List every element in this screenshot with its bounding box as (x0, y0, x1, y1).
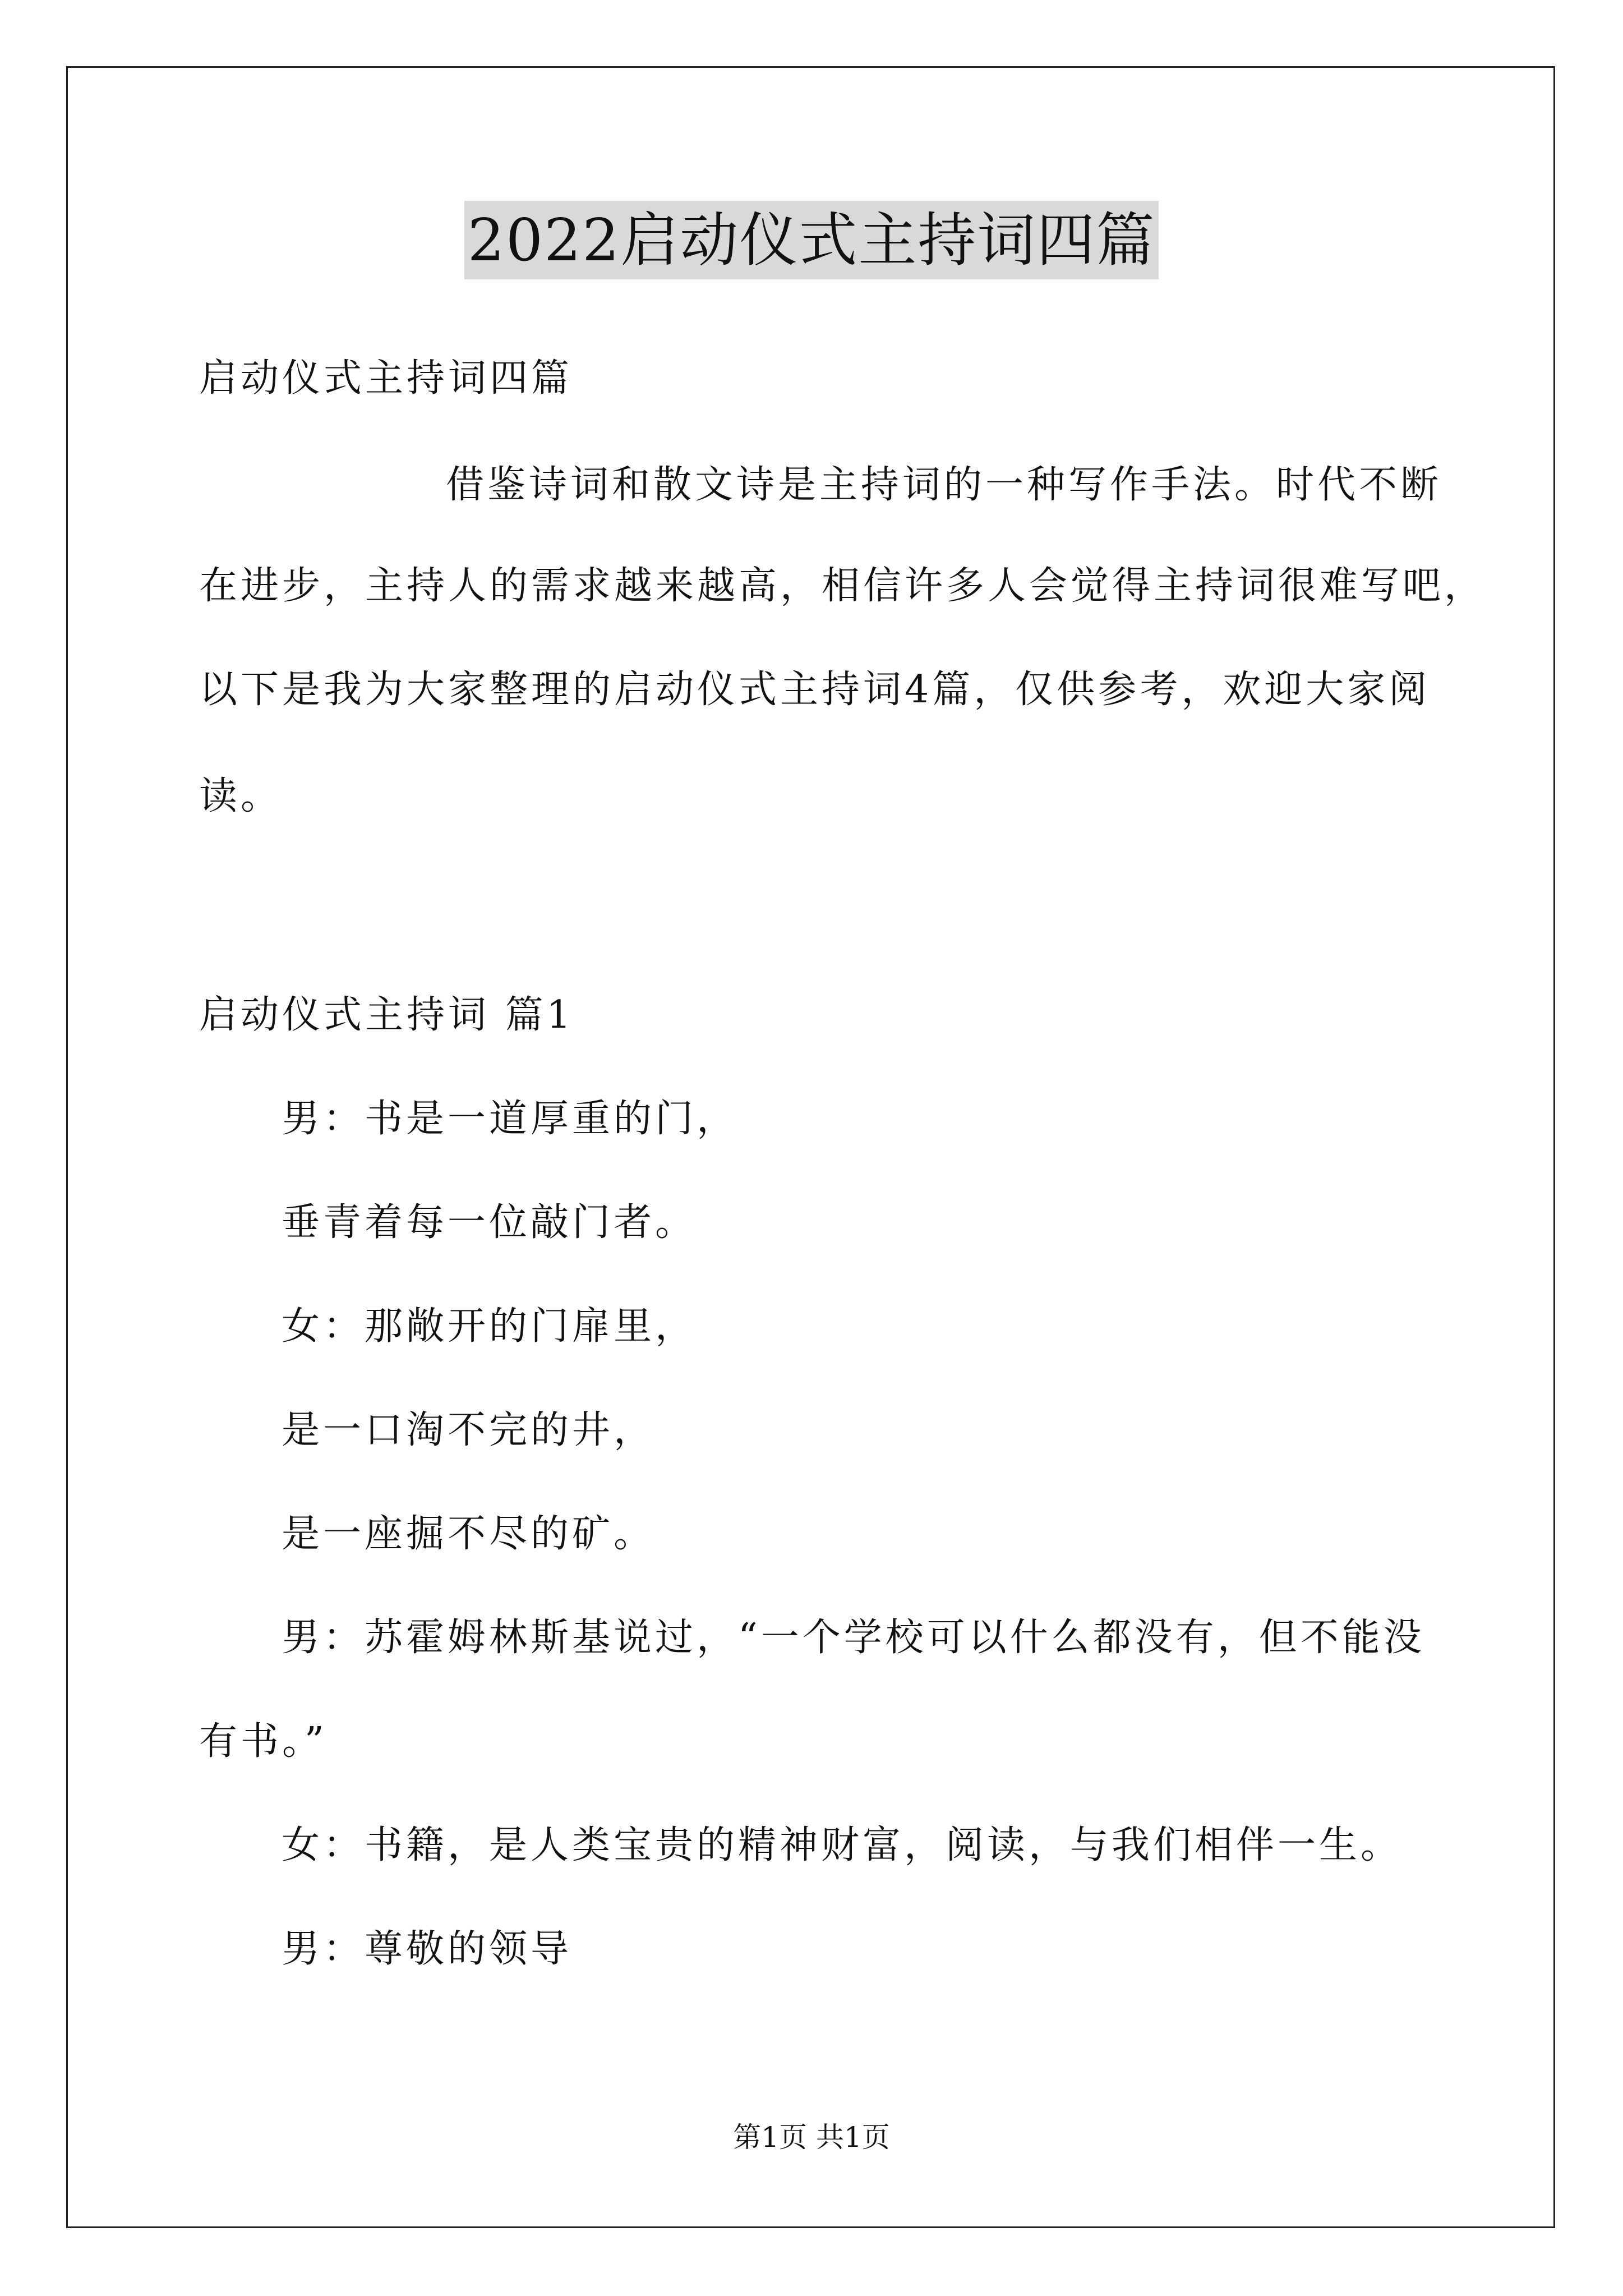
intro-line-2: 在进步，主持人的需求越来越高，相信许多人会觉得主持词很难写吧， (199, 564, 1486, 608)
body-line-4: 是一口淘不完的井， (282, 1408, 656, 1452)
body-line-9: 男：尊敬的领导 (282, 1927, 573, 1971)
body-line-3: 女：那敞开的门扉里， (282, 1304, 697, 1349)
body-line-1: 男：书是一道厚重的门， (282, 1097, 739, 1141)
body-line-8: 女：书籍，是人类宝贵的精神财富，阅读，与我们相伴一生。 (282, 1823, 1403, 1867)
intro-line-1: 借鉴诗词和散文诗是主持词的一种写作手法。时代不断 (446, 463, 1442, 507)
document-title: 2022启动仪式主持词四篇 (464, 201, 1159, 279)
intro-line-4: 读。 (199, 774, 283, 818)
body-line-6: 男：苏霍姆林斯基说过，“一个学校可以什么都没有，但不能没 (282, 1616, 1425, 1660)
section-heading: 启动仪式主持词 篇1 (199, 993, 574, 1037)
page-footer: 第1页 共1页 (733, 2121, 890, 2154)
document-subtitle: 启动仪式主持词四篇 (199, 356, 573, 401)
body-line-2: 垂青着每一位敲门者。 (282, 1200, 697, 1245)
intro-line-3: 以下是我为大家整理的启动仪式主持词4篇，仅供参考，欢迎大家阅 (199, 668, 1431, 712)
body-line-7: 有书。” (199, 1719, 328, 1764)
body-line-5: 是一座掘不尽的矿。 (282, 1512, 656, 1556)
title-container (0, 201, 1623, 279)
